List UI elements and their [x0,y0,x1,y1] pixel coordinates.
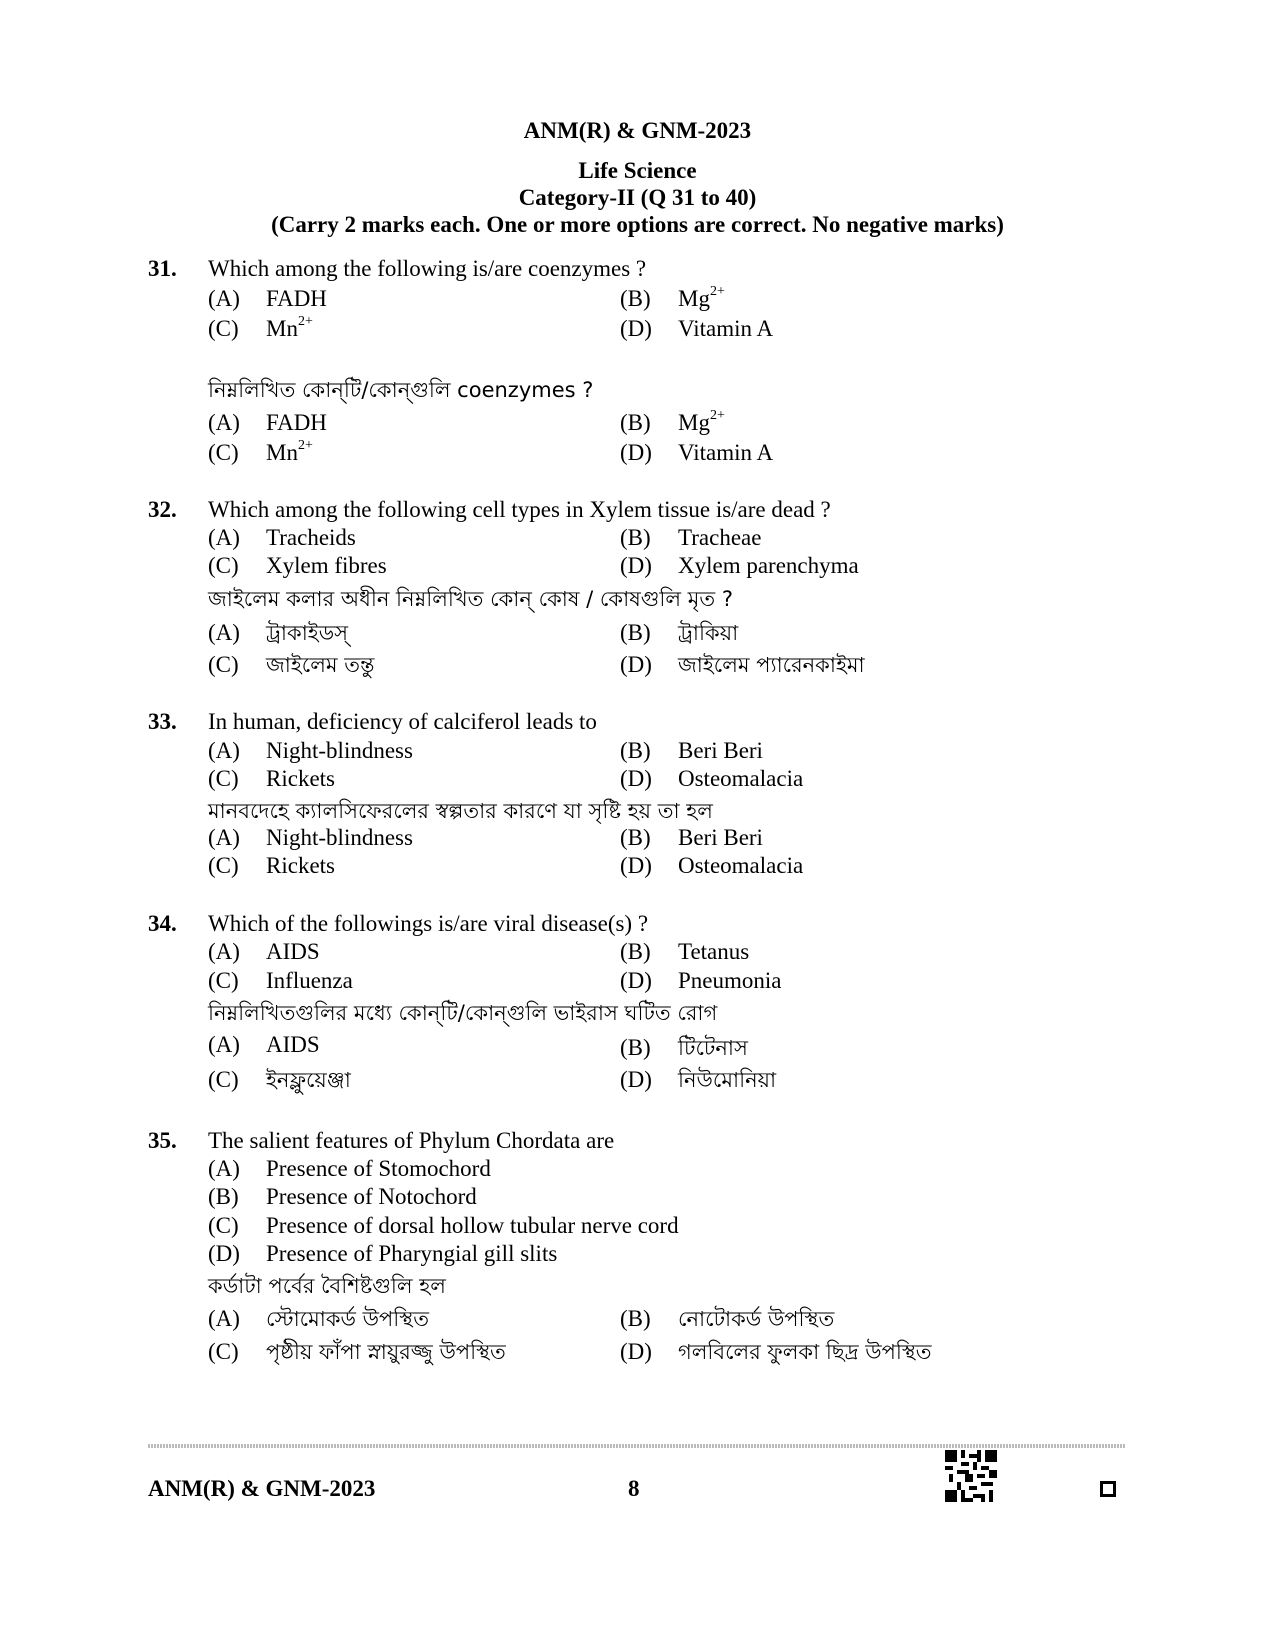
option-d-bengali: (D) নিউমোনিয়া [620,1067,777,1092]
question-number: 31. [148,256,177,281]
option-b-bengali: (B) টিটেনাস [620,1035,748,1060]
option-a: (A) Tracheids [208,525,356,550]
option-a-bengali: (A) AIDS [208,1032,320,1057]
question-number: 32. [148,497,177,522]
question-text: In human, deficiency of calciferol leads to [208,709,597,734]
option-a: (A) FADH [208,286,327,311]
option-c-bengali: (C) ইনফ্লুয়েঞ্জা [208,1067,351,1092]
option-c-bengali: (C) $Mn^{2+}$ [208,438,313,465]
option-d-bengali: (D) জাইলেম প্যারেনকাইমা [620,652,865,677]
option-d-bengali: (D) গলবিলের ফুলকা ছিদ্র উপস্থিত [620,1339,932,1364]
option-c: (C) Rickets [208,766,335,791]
option-b: (B) Tracheae [620,525,762,550]
confidential-divider [148,1444,1126,1448]
question-number: 33. [148,709,177,734]
option-c-bengali: (C) জাইলেম তন্তু [208,652,375,677]
option-d-bengali: (D) Osteomalacia [620,853,804,878]
question-text: The salient features of Phylum Chordata are [208,1128,615,1153]
exam-title: ANM(R) & GNM-2023 [523,118,752,143]
option-a: (A) Night-blindness [208,738,413,763]
question-text-bengali: নিম্নলিখিতগুলির মধ্যে কোন্‌টি/কোন্‌গুলি ভাইরাস ঘটিত রোগ [208,1001,718,1025]
question-text: Which among the following is/are coenzymes ? [208,256,647,281]
option-d: (D) Pneumonia [620,968,782,993]
question-text-bengali: কর্ডাটা পর্বের বৈশিষ্টগুলি হল [208,1274,446,1298]
qr-code-icon [945,1450,997,1502]
option-a: (A) AIDS [208,939,320,964]
option-c: (C) Xylem fibres [208,553,387,578]
option-d: (D) Osteomalacia [620,766,804,791]
option-a-bengali: (A) Night-blindness [208,825,413,850]
option-c-bengali: (C) Rickets [208,853,335,878]
option-b-bengali: (B) $Mg^{2+}$ [620,408,725,435]
category-title: Category-II (Q 31 to 40) [518,185,757,210]
option-d: (D) Xylem parenchyma [620,553,859,578]
option-b-bengali: (B) নোটোকর্ড উপস্থিত [620,1306,835,1331]
option-d: (D) Vitamin A [620,316,774,341]
question-text: Which among the following cell types in Xylem tissue is/are dead ? [208,497,831,522]
option-a-bengali: (A) ট্রাকাইডস্‌ [208,620,349,645]
option-c: (C) Influenza [208,968,353,993]
option-c: (C) Presence of dorsal hollow tubular nerve cord [208,1213,679,1238]
option-b: (B) Presence of Notochord [208,1184,477,1209]
question-text: Which of the followings is/are viral disease(s) ? [208,911,649,936]
option-b-bengali: (B) ট্রাকিয়া [620,620,739,645]
question-number: 35. [148,1128,177,1153]
option-a-bengali: (A) FADH [208,410,327,435]
option-a-bengali: (A) স্টোমোকর্ড উপস্থিত [208,1306,429,1331]
question-number: 34. [148,911,177,936]
question-text-bengali: মানবদেহে ক্যালসিফেরলের স্বল্পতার কারণে যা সৃষ্টি হয় তা হল [208,799,713,823]
option-d-bengali: (D) Vitamin A [620,440,774,465]
option-d: (D) Presence of Pharyngial gill slits [208,1241,558,1266]
option-c: (C) $Mn^{2+}$ [208,314,313,341]
option-b: (B) Beri Beri [620,738,763,763]
option-b: (B) Tetanus [620,939,750,964]
question-text-bengali: নিম্নলিখিত কোন্‌টি/কোন্‌গুলি coenzymes ? [208,378,594,402]
page-number: 8 [628,1476,640,1501]
question-text-bengali: জাইলেম কলার অধীন নিম্নলিখিত কোন্‌ কোষ / কোষগুলি মৃত ? [208,587,733,611]
option-b: (B) $Mg^{2+}$ [620,284,725,311]
option-a: (A) Presence of Stomochord [208,1156,491,1181]
option-c-bengali: (C) পৃষ্ঠীয় ফাঁপা স্নায়ুরজ্জু উপস্থিত [208,1339,506,1364]
instructions: (Carry 2 marks each. One or more options are correct. No negative marks) [271,212,1004,237]
subject-title: Life Science [578,158,697,183]
footer-exam-title: ANM(R) & GNM-2023 [148,1476,376,1501]
square-marker-icon [1100,1481,1116,1497]
option-b-bengali: (B) Beri Beri [620,825,763,850]
